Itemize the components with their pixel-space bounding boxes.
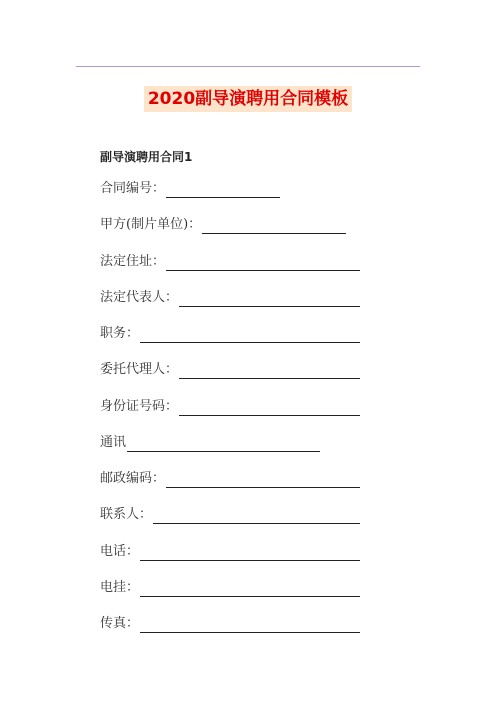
contract-number-field bbox=[100, 180, 280, 198]
blank-line[interactable] bbox=[140, 618, 360, 633]
document-title: 2020副导演聘用合同模板 bbox=[144, 86, 352, 112]
blank-line[interactable] bbox=[166, 183, 280, 198]
blank-line[interactable] bbox=[202, 219, 346, 234]
blank-line[interactable] bbox=[140, 328, 360, 343]
blank-line[interactable] bbox=[179, 401, 360, 416]
field-label: 通讯 bbox=[100, 435, 127, 450]
field-label: 传真： bbox=[100, 616, 140, 631]
phone-field bbox=[100, 543, 360, 561]
field-label: 联系人： bbox=[100, 507, 153, 522]
blank-line[interactable] bbox=[127, 437, 320, 452]
field-label: 委托代理人： bbox=[100, 362, 179, 377]
authorized-agent-field bbox=[100, 361, 360, 379]
blank-line[interactable] bbox=[179, 292, 360, 307]
blank-line[interactable] bbox=[140, 582, 360, 597]
id-number-field bbox=[100, 398, 360, 416]
party-a-field bbox=[100, 216, 346, 234]
header-divider bbox=[76, 66, 420, 67]
field-label: 甲方(制片单位)： bbox=[100, 217, 202, 232]
field-label: 邮政编码： bbox=[100, 471, 166, 486]
correspondence-field bbox=[100, 434, 320, 452]
blank-line[interactable] bbox=[166, 473, 360, 488]
field-label: 职务： bbox=[100, 326, 140, 341]
contact-person-field bbox=[100, 506, 360, 524]
telegraph-field bbox=[100, 579, 360, 597]
blank-line[interactable] bbox=[140, 546, 360, 561]
title-container bbox=[0, 86, 496, 112]
field-label: 身份证号码： bbox=[100, 399, 179, 414]
postal-code-field bbox=[100, 470, 360, 488]
field-label: 电挂： bbox=[100, 580, 140, 595]
blank-line[interactable] bbox=[166, 256, 360, 271]
field-label: 法定代表人： bbox=[100, 290, 179, 305]
legal-address-field bbox=[100, 253, 360, 271]
blank-line[interactable] bbox=[179, 364, 360, 379]
fax-field bbox=[100, 615, 360, 633]
position-field bbox=[100, 325, 360, 343]
field-label: 电话： bbox=[100, 544, 140, 559]
contract-subtitle: 副导演聘用合同1 bbox=[100, 150, 193, 164]
blank-line[interactable] bbox=[153, 509, 360, 524]
legal-representative-field bbox=[100, 289, 360, 307]
field-label: 法定住址： bbox=[100, 254, 166, 269]
field-label: 合同编号： bbox=[100, 181, 166, 196]
